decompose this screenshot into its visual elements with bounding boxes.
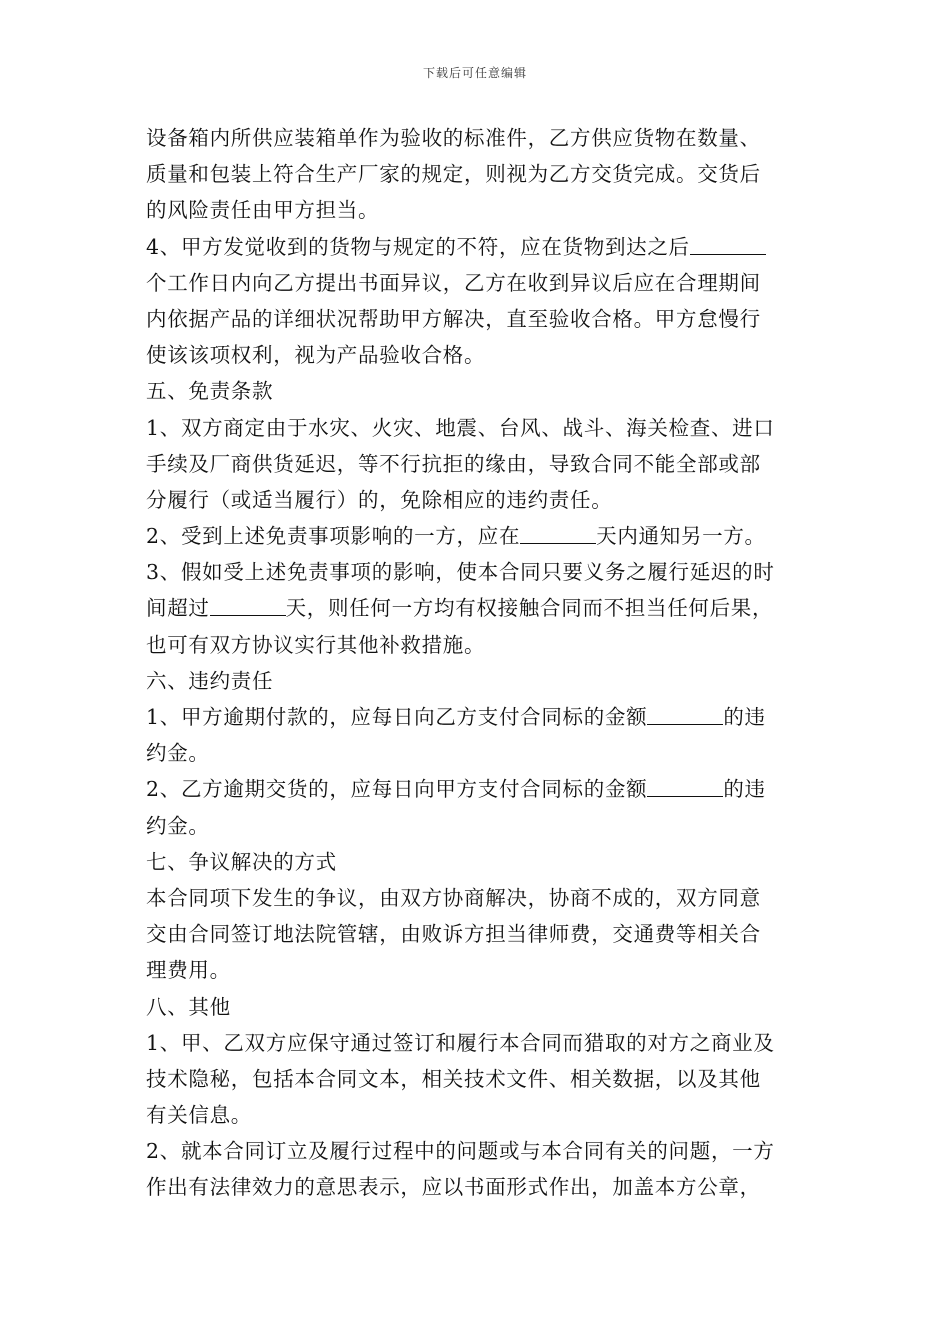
text-line bbox=[146, 301, 808, 337]
text-line bbox=[146, 1061, 808, 1097]
text-line bbox=[146, 1169, 808, 1205]
text-line bbox=[146, 192, 808, 228]
text-segment: 1、甲方逾期付款的，应每日向乙方支付合同标的金额 bbox=[146, 705, 648, 729]
text-line bbox=[146, 554, 808, 590]
text-segment: 七、争议解决的方式 bbox=[146, 849, 337, 874]
text-segment: 3、假如受上述免责事项的影响，使本合同只要义务之履行延迟的时 bbox=[146, 560, 775, 585]
text-segment: 的风险责任由甲方担当。 bbox=[146, 198, 380, 223]
text-segment: 约金。 bbox=[146, 813, 210, 838]
text-segment: 有关信息。 bbox=[146, 1103, 252, 1128]
text-segment: 五、免责条款 bbox=[146, 379, 274, 404]
text-segment: 内依据产品的详细状况帮助甲方解决，直至验收合格。甲方怠慢行 bbox=[146, 306, 761, 331]
text-line bbox=[146, 373, 808, 409]
text-line bbox=[146, 337, 808, 373]
text-segment: 也可有双方协议实行其他补救措施。 bbox=[146, 632, 486, 657]
text-segment: 4、甲方发觉收到的货物与规定的不符，应在货物到达之后 bbox=[146, 234, 690, 259]
fill-in-blank bbox=[690, 234, 766, 255]
text-line bbox=[146, 518, 808, 554]
page-header-note: 下载后可任意编辑 bbox=[422, 66, 527, 80]
text-segment: 分履行（或适当履行）的，免除相应的违约责任。 bbox=[146, 487, 613, 512]
text-line bbox=[146, 590, 808, 626]
text-segment: 个工作日内向乙方提出书面异议，乙方在收到异议后应在合理期间 bbox=[146, 270, 761, 295]
text-line bbox=[146, 482, 808, 518]
contract-body bbox=[146, 120, 808, 1206]
text-segment: 作出有法律效力的意思表示，应以书面形式作出，加盖本方公章， bbox=[146, 1175, 761, 1200]
text-segment: 设备箱内所供应装箱单作为验收的标准件，乙方供应货物在数量、 bbox=[146, 126, 761, 150]
fill-in-blank bbox=[647, 704, 723, 725]
text-segment: 手续及厂商供货延迟，等不行抗拒的缘由，导致合同不能全部或部 bbox=[146, 451, 761, 476]
text-segment: 间超过 bbox=[146, 596, 210, 621]
text-segment: 八、其他 bbox=[146, 994, 231, 1019]
text-segment: 约金。 bbox=[146, 741, 210, 766]
text-segment: 交由合同签订地法院管辖，由败诉方担当律师费，交通费等相关合 bbox=[146, 922, 761, 947]
text-line bbox=[146, 916, 808, 952]
text-segment: 2、受到上述免责事项影响的一方，应在 bbox=[146, 524, 521, 549]
text-segment: 的违 bbox=[723, 777, 766, 802]
text-line bbox=[146, 771, 808, 807]
text-segment: 六、违约责任 bbox=[146, 668, 274, 693]
fill-in-blank bbox=[520, 523, 596, 544]
text-line bbox=[146, 952, 808, 988]
text-segment: 天，则任何一方均有权接触合同而不担当任何后果， bbox=[285, 596, 774, 621]
text-segment: 使该该项权利，视为产品验收合格。 bbox=[146, 343, 486, 368]
fill-in-blank bbox=[210, 595, 286, 616]
text-line bbox=[146, 1025, 808, 1061]
text-line bbox=[146, 808, 808, 844]
text-segment: 本合同项下发生的争议，由双方协商解决，协商不成的，双方同意 bbox=[146, 885, 761, 910]
text-line bbox=[146, 1133, 808, 1169]
fill-in-blank bbox=[647, 776, 723, 797]
text-segment: 1、甲、乙双方应保守通过签订和履行本合同而猎取的对方之商业及 bbox=[146, 1030, 775, 1055]
text-line bbox=[146, 156, 808, 192]
text-line bbox=[146, 1097, 808, 1133]
text-line bbox=[146, 410, 808, 446]
text-segment: 2、乙方逾期交货的，应每日向甲方支付合同标的金额 bbox=[146, 777, 648, 802]
text-segment: 理费用。 bbox=[146, 958, 231, 983]
text-line bbox=[146, 446, 808, 482]
text-segment: 的违 bbox=[723, 705, 766, 729]
text-line bbox=[146, 229, 808, 265]
text-segment: 质量和包装上符合生产厂家的规定，则视为乙方交货完成。交货后 bbox=[146, 162, 761, 187]
text-line bbox=[146, 880, 808, 916]
text-segment: 天内通知另一方。 bbox=[596, 524, 766, 549]
text-line bbox=[146, 663, 808, 699]
text-line bbox=[146, 265, 808, 301]
text-segment: 1、双方商定由于水灾、火灾、地震、台风、战斗、海关检查、进口 bbox=[146, 415, 775, 440]
text-line bbox=[146, 120, 808, 156]
text-segment: 2、就本合同订立及履行过程中的问题或与本合同有关的问题，一方 bbox=[146, 1139, 775, 1164]
text-line bbox=[146, 844, 808, 880]
text-segment: 技术隐秘，包括本合同文本，相关技术文件、相关数据，以及其他 bbox=[146, 1066, 761, 1091]
text-line bbox=[146, 627, 808, 663]
text-line bbox=[146, 699, 808, 735]
text-line bbox=[146, 989, 808, 1025]
text-line bbox=[146, 735, 808, 771]
